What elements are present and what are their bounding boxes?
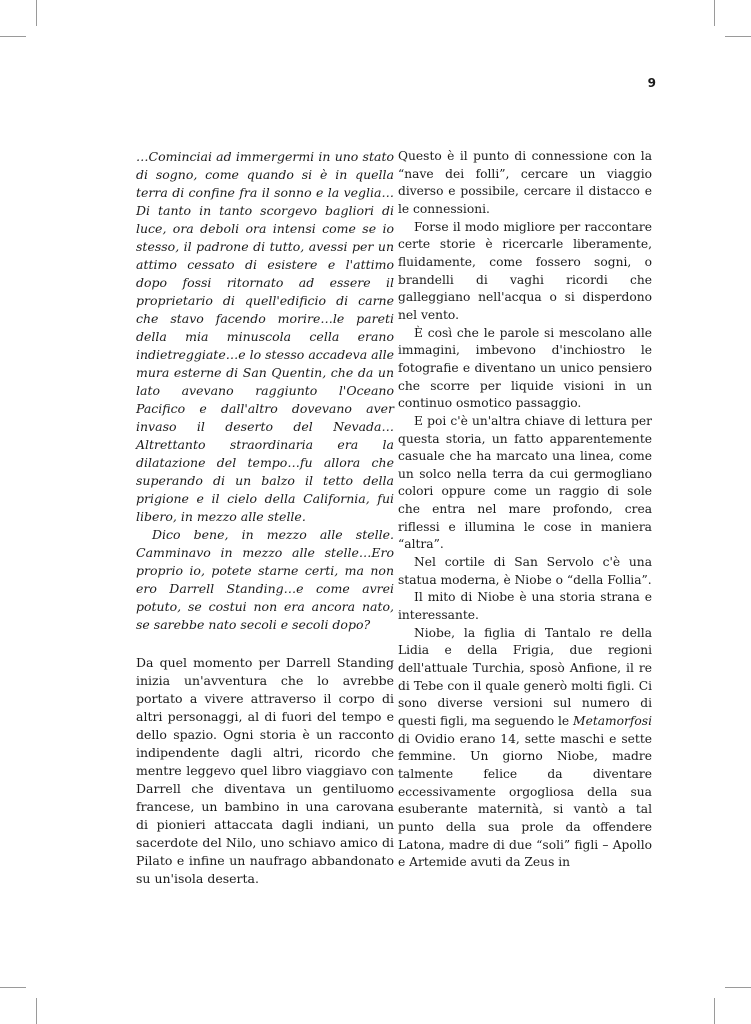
body-paragraph: Da quel momento per Darrell Standing inizia un'avventura che lo avrebbe portato a vivere attraverso il corpo di altri personaggi, al di fuori del tempo e dello spazio. Ogni storia è un racconto indipendente dagli altri, ricordo che mentre leggevo quel libro viaggiavo con Darrell che diventava un gentiluomo francese, un bambino in una carovana di pionieri attaccata dagli indiani, un sacerdote del Nilo, uno schiavo amico di Pilato e infine un naufrago abbandonato su un'isola deserta. (136, 655, 394, 886)
paragraph-3: È così che le parole si mescolano alle immagini, imbevono d'inchiostro le fotografie e diventano un unico pensiero che scorre per liquide visioni in un continuo osmotico passaggio. (398, 325, 652, 411)
paragraph-7 (398, 625, 652, 872)
paragraph-1: Questo è il punto di connessione con la “nave dei folli”, cercare un viaggio diverso e possibile, cercare il distacco e le connessioni. (398, 149, 652, 216)
page-number: 9 (647, 76, 656, 90)
crop-mark-top-left-vertical (36, 0, 37, 26)
right-column (398, 148, 652, 872)
paragraph-4: E poi c'è un'altra chiave di lettura per questa storia, un fatto apparentemente casuale che ha marcato una linea, come un solco nella terra da cui germogliano colori oppure come un raggio di sole che entra nel mare profondo, crea riflessi e illumina le cose in maniera “altra”. (398, 413, 652, 552)
crop-mark-top-right-vertical (714, 0, 715, 26)
paragraph-7-after: di Ovidio erano 14, sette maschi e sette femmine. Un giorno Niobe, madre talmente felice da diventare eccessivamente orgogliosa della sua esuberante maternità, si vantò a tal punto della sua prole da offendere Latona, madre di due “soli” figli – Apollo e Artemide avuti da Zeus in (398, 731, 652, 870)
quote-paragraph-2: Dico bene, in mezzo alle stelle. Camminavo in mezzo alle stelle…Ero proprio io, potete starne certi, ma non ero Darrell Standing…e come avrei potuto, se costui non era ancora nato, se sarebbe nato secoli e secoli dopo? (136, 527, 394, 632)
left-column (136, 148, 394, 888)
crop-mark-top-right-horizontal (725, 36, 751, 37)
crop-mark-top-left-horizontal (0, 36, 26, 37)
crop-mark-bottom-left-horizontal (0, 987, 26, 988)
crop-mark-bottom-right-vertical (714, 998, 715, 1024)
crop-mark-bottom-right-horizontal (725, 987, 751, 988)
paragraph-5: Nel cortile di San Servolo c'è una statua moderna, è Niobe o “della Follia”. (398, 555, 652, 587)
paragraph-7-before: Niobe, la figlia di Tantalo re della Lidia e della Frigia, due regioni dell'attuale Turchia, sposò Anfione, il re di Tebe con il quale generò molti figli. Ci sono diverse versioni sul numero di questi figli, ma seguendo le (398, 625, 652, 728)
crop-mark-bottom-left-vertical (36, 998, 37, 1024)
book-title: Metamorfosi (573, 714, 653, 728)
quote-paragraph-1: …Cominciai ad immergermi in uno stato di sogno, come quando si è in quella terra di confine fra il sonno e la veglia…Di tanto in tanto scorgevo bagliori di luce, ora deboli ora intensi come se io stesso, il padrone di tutto, avessi per un attimo cessato di esistere e l'attimo dopo fossi ritornato ad essere il proprietario di quell'edificio di carne che stavo facendo morire…le pareti della mia minuscola cella erano indietreggiate…e lo stesso accadeva alle mura esterne di San Quentin, che da un lato avevano raggiunto l'Oceano Pacifico e dall'altro dovevano aver invaso il deserto del Nevada…Altrettanto straordinaria era la dilatazione del tempo…fu allora che superando di un balzo il tetto della prigione e il cielo della California, fui libero, in mezzo alle stelle. (136, 149, 394, 524)
paragraph-2: Forse il modo migliore per raccontare certe storie è ricercarle liberamente, fluidamente, come fossero sogni, o brandelli di vaghi ricordi che galleggiano nell'acqua o si disperdono nel vento. (398, 219, 652, 322)
paragraph-6: Il mito di Niobe è una storia strana e interessante. (398, 590, 652, 623)
